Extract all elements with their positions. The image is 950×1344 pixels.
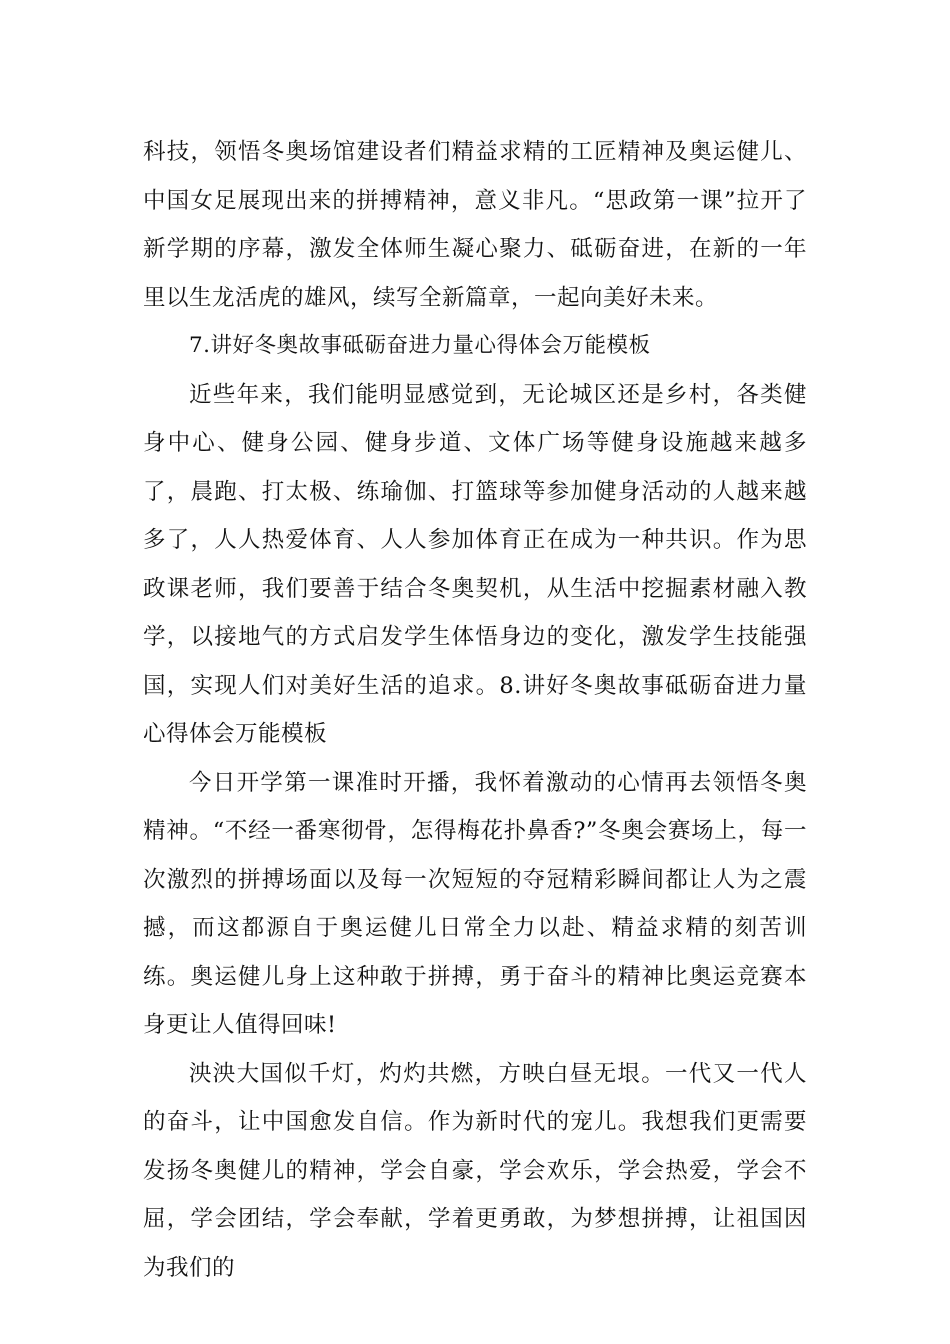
paragraph-first-lesson: 今日开学第一课准时开播，我怀着激动的心情再去领悟冬奥精神。“不经一番寒彻骨，怎得梅花扑鼻香?”冬奥会赛场上，每一次激烈的拼搏场面以及每一次短短的夺冠精彩瞬间都让人为之震撼，而这都源自于奥运健儿日常全力以赴、精益求精的刻苦训练。奥运健儿身上这种敢于拼搏，勇于奋斗的精神比奥运竞赛本身更让人值得回味! xyxy=(143,769,807,1038)
document-body xyxy=(143,128,807,1292)
paragraph-continuation: 科技，领悟冬奥场馆建设者们精益求精的工匠精神及奥运健儿、中国女足展现出来的拼搏精神，意义非凡。“思政第一课”拉开了新学期的序幕，激发全体师生凝心聚力、砥砺奋进，在新的一年里以生龙活虎的雄风，续写全新篇章，一起向美好未来。 xyxy=(143,139,807,311)
paragraph-fitness: 近些年来，我们能明显感觉到，无论城区还是乡村，各类健身中心、健身公园、健身步道、文体广场等健身设施越来越多了，晨跑、打太极、练瑜伽、打篮球等参加健身活动的人越来越多了，人人热爱体育、人人参加体育正在成为一种共识。作为思政课老师，我们要善于结合冬奥契机，从生活中挖掘素材融入教学，以接地气的方式启发学生体悟身边的变化，激发学生技能强国，实现人们对美好生活的追求。8.讲好冬奥故事砥砺奋进力量心得体会万能模板 xyxy=(143,381,807,747)
section-heading-7: 7.讲好冬奥故事砥砺奋进力量心得体会万能模板 xyxy=(189,333,651,358)
paragraph-great-nation: 泱泱大国似千灯，灼灼共燃，方映白昼无垠。一代又一代人的奋斗，让中国愈发自信。作为新时代的宠儿。我想我们更需要发扬冬奥健儿的精神，学会自豪，学会欢乐，学会热爱，学会不屈，学会团结，学会奉献，学着更勇敢，为梦想拼搏，让祖国因为我们的 xyxy=(143,1060,807,1281)
